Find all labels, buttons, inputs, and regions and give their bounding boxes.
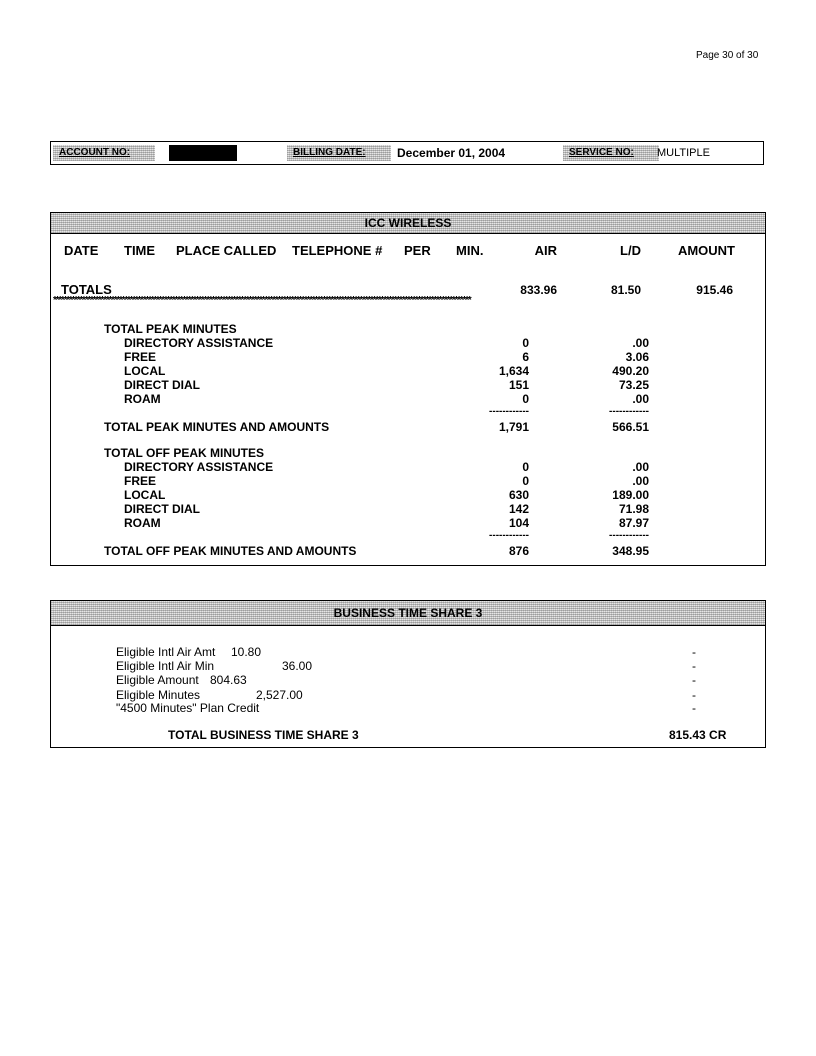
bts-item-value: 10.80 — [231, 645, 262, 659]
bts-item-dash: - — [692, 659, 696, 673]
bts-item-label: Eligible Intl Air Amt — [116, 645, 216, 659]
bts-item-label: Eligible Intl Air Min — [116, 659, 215, 673]
peak-row-label: ROAM — [124, 392, 161, 406]
offpeak-heading: TOTAL OFF PEAK MINUTES — [104, 446, 265, 460]
offpeak-row-label: FREE — [124, 474, 157, 488]
offpeak-row-min: 0 — [522, 460, 529, 474]
peak-row-label: DIRECT DIAL — [124, 378, 200, 392]
col-telephone: TELEPHONE # — [292, 243, 383, 258]
peak-row-label: LOCAL — [124, 364, 166, 378]
bts-item-dash: - — [692, 688, 696, 702]
offpeak-row-amt: 87.97 — [618, 516, 649, 530]
offpeak-total-min: 876 — [508, 544, 529, 558]
page-number: Page 30 of 30 — [696, 50, 759, 61]
offpeak-row-amt: .00 — [632, 474, 649, 488]
peak-amt-rule: ------------ — [609, 406, 649, 417]
totals-amount: 915.46 — [696, 283, 733, 297]
col-air: AIR — [534, 243, 557, 258]
bts-item-label: "4500 Minutes" Plan Credit — [116, 701, 260, 715]
totals-air: 833.96 — [520, 283, 557, 297]
peak-row-min: 0 — [522, 336, 529, 350]
peak-row-amt: .00 — [632, 392, 649, 406]
peak-heading: TOTAL PEAK MINUTES — [104, 322, 237, 336]
peak-total-amt: 566.51 — [612, 420, 649, 434]
offpeak-row-amt: 189.00 — [612, 488, 649, 502]
col-time: TIME — [124, 243, 156, 258]
col-min: MIN. — [456, 243, 484, 258]
bts-item-value: 804.63 — [210, 673, 247, 687]
bts-item-label: Eligible Amount — [116, 673, 199, 687]
icc-wireless-title — [51, 213, 765, 234]
service-number-label: SERVICE NO: — [563, 145, 659, 161]
peak-row-label: FREE — [124, 350, 157, 364]
col-date: DATE — [64, 243, 99, 258]
offpeak-total-label: TOTAL OFF PEAK MINUTES AND AMOUNTS — [104, 544, 357, 558]
offpeak-row-label: LOCAL — [124, 488, 166, 502]
business-time-share-title — [51, 601, 765, 626]
separator-line: ************************************************************************************************************************************************************** — [53, 296, 471, 306]
peak-row-min: 151 — [508, 378, 529, 392]
peak-row-amt: .00 — [632, 336, 649, 350]
bts-total-value: 815.43 CR — [669, 728, 727, 742]
offpeak-total-amt: 348.95 — [612, 544, 649, 558]
offpeak-row-min: 0 — [522, 474, 529, 488]
offpeak-min-rule: ------------ — [489, 530, 529, 541]
peak-total-min: 1,791 — [498, 420, 529, 434]
icc-wireless-section — [50, 212, 766, 566]
peak-row-amt: 73.25 — [618, 378, 649, 392]
offpeak-amt-rule: ------------ — [609, 530, 649, 541]
peak-row-amt: 490.20 — [612, 364, 649, 378]
peak-row-min: 0 — [522, 392, 529, 406]
service-number-value: MULTIPLE — [657, 147, 710, 159]
offpeak-row-min: 104 — [508, 516, 529, 530]
peak-min-rule: ------------ — [489, 406, 529, 417]
offpeak-row-min: 630 — [508, 488, 529, 502]
bts-total-label: TOTAL BUSINESS TIME SHARE 3 — [168, 728, 359, 742]
bts-item-value: 2,527.00 — [256, 688, 303, 702]
business-time-share-section — [50, 600, 766, 748]
col-per: PER — [404, 243, 431, 258]
bts-item-dash: - — [692, 645, 696, 659]
peak-total-label: TOTAL PEAK MINUTES AND AMOUNTS — [104, 420, 330, 434]
offpeak-row-amt: 71.98 — [618, 502, 649, 516]
bts-item-label: Eligible Minutes — [116, 688, 201, 702]
bts-item-dash: - — [692, 673, 696, 687]
peak-row-label: DIRECTORY ASSISTANCE — [124, 336, 274, 350]
bts-item-dash: - — [692, 701, 696, 715]
redacted-account-number — [169, 145, 237, 161]
peak-row-amt: 3.06 — [625, 350, 649, 364]
offpeak-row-label: ROAM — [124, 516, 161, 530]
bts-item-value: 36.00 — [282, 659, 313, 673]
col-place-called: PLACE CALLED — [176, 243, 277, 258]
offpeak-row-label: DIRECTORY ASSISTANCE — [124, 460, 274, 474]
offpeak-row-label: DIRECT DIAL — [124, 502, 200, 516]
billing-date-value: December 01, 2004 — [397, 146, 506, 160]
totals-ld: 81.50 — [610, 283, 641, 297]
col-amount: AMOUNT — [677, 243, 735, 258]
account-number-label: ACCOUNT NO: — [53, 145, 155, 161]
totals-label: TOTALS — [61, 282, 112, 297]
offpeak-row-min: 142 — [508, 502, 529, 516]
offpeak-row-amt: .00 — [632, 460, 649, 474]
icc-wireless-title-text: ICC WIRELESS — [364, 216, 452, 230]
col-ld: L/D — [620, 243, 641, 258]
billing-date-label: BILLING DATE: — [287, 145, 391, 161]
account-bar — [50, 141, 764, 165]
peak-row-min: 1,634 — [498, 364, 529, 378]
peak-row-min: 6 — [522, 350, 529, 364]
business-time-share-title-text: BUSINESS TIME SHARE 3 — [333, 606, 483, 620]
